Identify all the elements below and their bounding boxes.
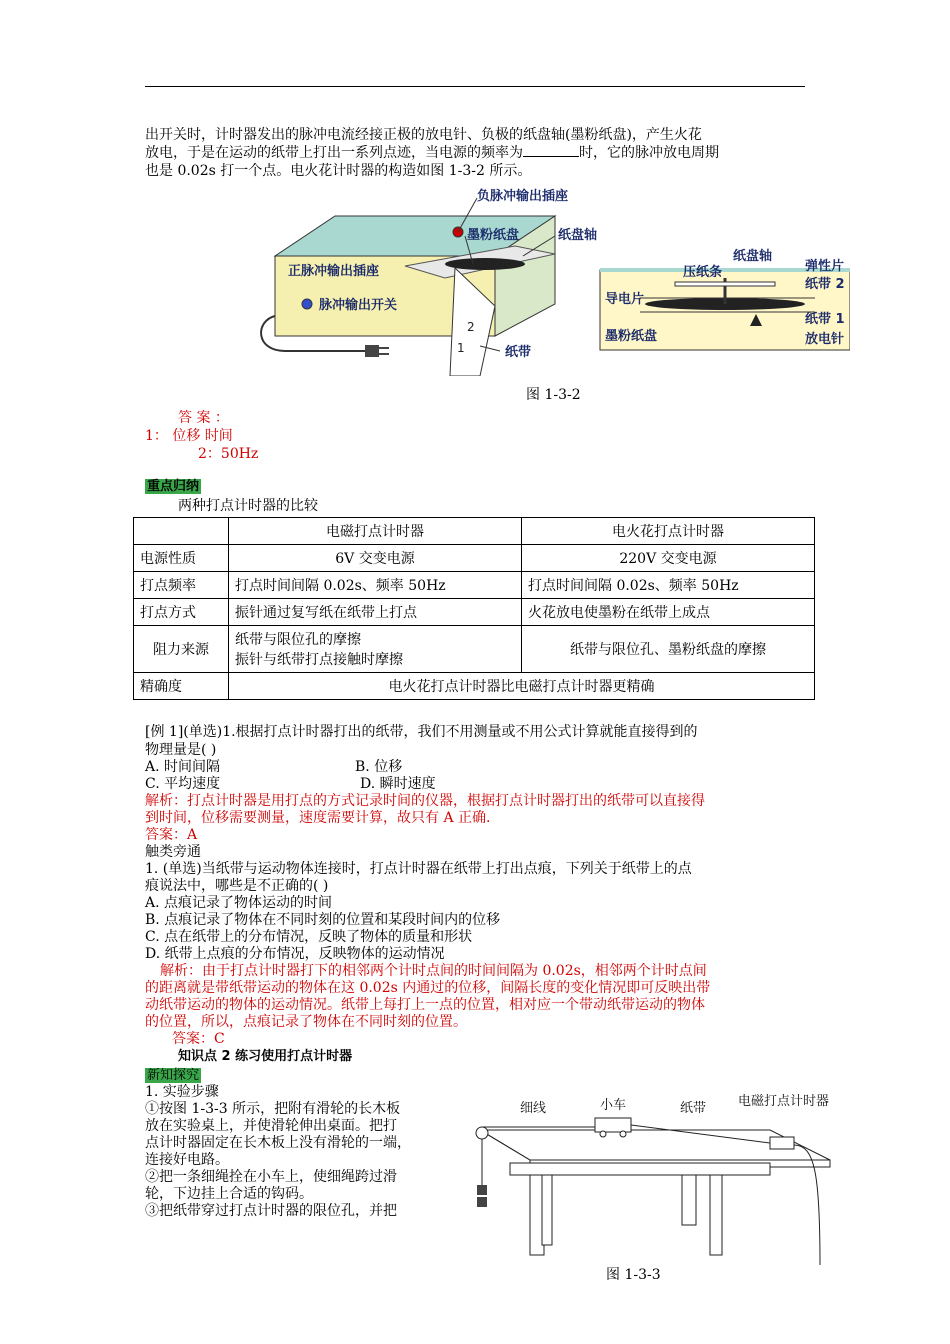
section2-tag: 新知探究 [147,1068,200,1083]
label-paper-axis: 纸盘轴 [558,228,598,243]
example1-explain-2: 到时间，位移需要测量，速度需要计算，故只有 A 正确. [145,810,491,826]
practice-opt-a: A. 点痕记录了物体运动的时间 [145,895,333,911]
practice-opt-d: D. 纸带上点痕的分布情况，反映物体的运动情况 [145,946,445,962]
practice-opt-b: B. 点痕记录了物体在不同时刻的位置和某段时间内的位移 [145,912,501,928]
answer-line-2: 2：50Hz [198,446,259,462]
spark-timer-figure [255,186,850,376]
practice-explain-2: 的距离就是带纸带运动的物体在这 0.02s 内通过的位移，间隔长度的变化情况即可反映出带 [145,980,711,996]
practice-explain-3: 动纸带运动的物体的运动情况。纸带上每打上一点的位置，相对应一个带动纸带运动的物体 [145,997,705,1013]
answer-line-1: 1： 位移 时间 [145,428,233,444]
label-r-ink: 墨粉纸盘 [605,329,658,344]
label-tape-1: 1 [457,341,465,355]
label-r-tape1: 纸带 1 [805,312,845,327]
practice-explain-4: 的位置，所以，点痕记录了物体在不同时刻的位置。 [145,1014,467,1030]
label-tape-2: 2 [467,320,475,334]
summary-subtitle: 两种打点计时器的比较 [178,498,318,514]
label-cart: 小车 [600,1098,627,1113]
table-row: 精确度 电火花打点计时器比电磁打点计时器更精确 [134,673,815,700]
header-rule [145,86,805,87]
table-row: 电磁打点计时器 电火花打点计时器 [134,518,815,545]
practice-q1: 1. (单选)当纸带与运动物体连接时，打点计时器在纸带上打出点痕，下列关于纸带上的点 [145,861,692,877]
section2-step-1d: 连接好电路。 [145,1152,229,1168]
table-row: 阻力来源 纸带与限位孔的摩擦 振针与纸带打点接触时摩擦 纸带与限位孔、墨粉纸盘的摩擦 [134,626,815,673]
table-row: 打点方式 振针通过复写纸在纸带上打点 火花放电使墨粉在纸带上成点 [134,599,815,626]
label-r-guide: 导电片 [605,292,645,307]
section2-step-2a: ②把一条细绳拴在小车上，使细绳跨过滑 [145,1169,397,1185]
label-tape2: 纸带 [680,1101,707,1116]
example1-opt-c: C. 平均速度 [145,776,221,792]
section2-step-title: 1. 实验步骤 [145,1084,219,1100]
practice-title: 触类旁通 [145,844,201,860]
table-row: 打点频率 打点时间间隔 0.02s、频率 50Hz 打点时间间隔 0.02s、频率 50Hz [134,572,815,599]
section2-step-1c: 点计时器固定在长木板上没有滑轮的一端， [145,1135,411,1151]
label-r-tape2: 纸带 2 [805,277,845,292]
label-r-spring: 弹性片 [805,259,845,274]
intro-line-1: 出开关时，计时器发出的脉冲电流经接正极的放电针、负极的纸盘轴(墨粉纸盘)，产生火花 [145,127,702,143]
answer-title: 答 案 ： [178,410,229,426]
label-pos-socket: 正脉冲输出插座 [288,264,380,279]
intro-line-2: 放电，于是在运动的纸带上打出一系列点迹，当电源的频率为 时，它的脉冲放电周期 [145,145,719,161]
example1-q1: [例 1](单选)1.根据打点计时器打出的纸带，我们不用测量或不用公式计算就能直接得到的 [145,724,698,740]
figure1-caption: 图 1-3-2 [526,387,581,403]
blank-underline [523,144,579,157]
example1-opt-b: B. 位移 [355,759,403,775]
label-string: 细线 [520,1101,547,1116]
label-r-needle: 放电针 [805,332,845,347]
label-r-press: 压纸条 [683,265,723,280]
label-switch: 脉冲输出开关 [319,298,398,313]
example1-opt-d: D. 瞬时速度 [360,776,436,792]
section2-step-2b: 轮，下边挂上合适的钩码。 [145,1186,313,1202]
example1-answer: 答案：A [145,827,198,843]
label-neg-socket: 负脉冲输出插座 [477,189,569,204]
label-ink-disc: 墨粉纸盘 [467,228,520,243]
intro-line-3: 也是 0.02s 打一个点。电火花计时器的构造如图 1-3-2 所示。 [145,163,532,179]
section2-step-1b: 放在实验桌上，并使滑轮伸出桌面。把打 [145,1118,397,1134]
example1-explain-1: 解析：打点计时器是用打点的方式记录时间的仪器，根据打点计时器打出的纸带可以直接得 [145,793,705,809]
table-row: 电源性质 6V 交变电源 220V 交变电源 [134,545,815,572]
label-timer: 电磁打点计时器 [738,1094,830,1109]
example1-opt-a: A. 时间间隔 [145,759,221,775]
figure2-caption: 图 1-3-3 [606,1267,661,1283]
experiment-setup-figure [470,1085,850,1270]
practice-opt-c: C. 点在纸带上的分布情况，反映了物体的质量和形状 [145,929,473,945]
practice-explain-1: 解析：由于打点计时器打下的相邻两个计时点间的时间间隔为 0.02s，相邻两个计时点间 [160,963,707,979]
practice-q2: 痕说法中，哪些是不正确的( ) [145,878,329,894]
comparison-table [133,517,815,700]
example1-q2: 物理量是( ) [145,742,217,758]
label-r-axis: 纸盘轴 [733,249,773,264]
label-tape: 纸带 [505,345,532,360]
summary-heading: 重点归纳 [147,479,200,494]
section2-step-1a: ①按图 1-3-3 所示，把附有滑轮的长木板 [145,1101,401,1117]
section2-step-3a: ③把纸带穿过打点计时器的限位孔，并把 [145,1203,397,1219]
practice-answer: 答案：C [172,1031,225,1047]
section2-title: 知识点 2 练习使用打点计时器 [178,1049,353,1064]
